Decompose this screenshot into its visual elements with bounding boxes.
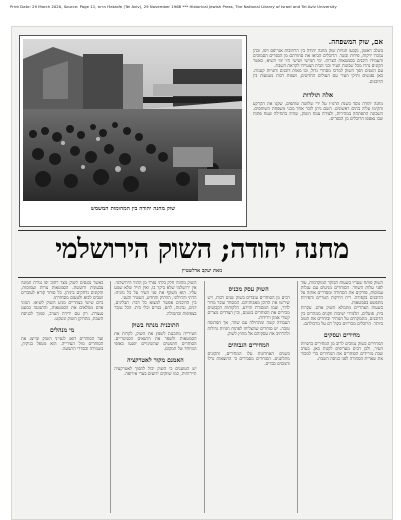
paragraph: העבודה קשה ומתחילה עם שחר, אך הפרנסה טובה. יש סוחרים שהצליחו לפתוח חנויות גדולות ולהרחיב את עסקיהם אל מחוץ לשוק. xyxy=(207,321,290,337)
section-subhead: מחירים ועסקים xyxy=(323,331,360,339)
top-right-column xyxy=(253,37,383,223)
paragraph: השוק פותח שעריו בשעות הבוקר המוקדמות, עוד לפני עלות השחר. הסוחרים מגיעים עם עגלות עמוסות, פורקים את הסחורה ומסדרים אותה על הדוכנים בקפידה. ריח הירקות הטריים והפירות מתפשט בסמטאות. xyxy=(300,281,383,307)
photo-frame xyxy=(19,35,247,227)
market-photo xyxy=(23,39,242,201)
paragraph: בשנים האחרונות עלו המחירים, והקונים מתלוננים. הסוחרים מסבירים כי ההוצאות גדלו והמסים כבדים. xyxy=(207,351,290,367)
article-headline: מחנה יהודה; השוק הירושלמי xyxy=(55,234,349,265)
section-subhead: האמנם מקור לאטרקציה xyxy=(127,357,184,365)
paragraph: כאשר נכנסים לשוק מצד רחוב יפו נגלית תמונה צבעונית ורועשת. הסמטאות צרות ועמוסות, והקונים נדחקים ביניהן. כל סוחר קורא לעוברים ושבים לבוא ולטעום מסחורתו. xyxy=(21,281,104,302)
article-columns xyxy=(18,281,386,513)
paragraph: בין הדוכנים אפשר למצוא כל דבר: תבלינים, דגים, גבינות, לחם, בגדים וכלי בית. הכל נמכר בצפיפות ובהמולה. xyxy=(114,301,197,317)
byline: מאת יעקב אדלשטיין xyxy=(181,268,223,274)
paragraph: ביום שישי בצהריים מגיע השוק לשיאו. המוני אדם ממלאים את הסמטאות, והתנועה כמעט נעצרת. רק עם ירידת הערב, סמוך לכניסת השבת, מתרוקן השוק ונשקט. xyxy=(21,301,104,322)
paragraph: מחנה יהודה נוסד בשנת תרמ״ז על ידי שלושה שותפים, שקנו את הקרקע והקימו עליה בתים ראשונים. השם ניתן לזכר אחד מבני משפחת השותפים. השכונה התפתחה במהירות, ולצידה צמח השוק, שהיה בתחילה שטח פתוח שבו נאספו הרוכלים מן הכפרים. xyxy=(253,101,383,122)
print-header: Print Date: 29 March 2020, Source: Page 11, חרות Hatzofe (Tel Aviv), 29 November 1968 *** Historical Jewish Press, The National Library of Israel and Tel Aviv University xyxy=(10,4,337,9)
paragraph: המחירים בשוק נמוכים לרוב מן המחירים בחנויות העיר, ולכן רבים מעדיפים לקנות כאן. בערב שבת מורידים הסוחרים את המחירים כדי למכור את שארית הסחורה לפני כניסת השבת. xyxy=(300,341,383,363)
photo-caption: שוק מחנה יהודה בין המהומות המשמש xyxy=(90,206,176,212)
paragraph: עם השנים הפך השוק למרכז מסחרי גדול, ובו מאות דוכנים וחנויות קטנות. כאן נפגשים ותיקי העיר עם העולים החדשים, ושפות רבות נשמעות בין הדוכנים. xyxy=(253,69,383,85)
section-subhead: אלה תולדות xyxy=(302,90,334,99)
newspaper-clipping xyxy=(11,26,393,520)
paragraph: השוק מהווה חלק בלתי נפרד מן ההווי הירושלמי. אין ירושלמי שלא ביקר בו, ואין תייר שלא שמע עליו. הוא משקף את פני העיר על כל גווניה: הדתי והחילוני, הוותיק והחדש, העשיר והעני. xyxy=(114,281,197,302)
paragraph: רבים מן הסוחרים עובדים בשוק שנים רבות, ויש שירשו את הדוכן מאבותיהם. המסחר עובר מדור לדור, ועמו המסורת והידע. הלקוחות הקבועים מכירים את הסוחרים בשמם, ובין הצדדים נוצרים קשרי אמון וידידות. xyxy=(207,296,290,322)
section-subhead: מי מנהלים xyxy=(49,326,75,334)
column-4 xyxy=(18,281,106,513)
paragraph: בשעות הצהריים מתמלא השוק אדם. עקרות בית, פועלים, תלמידי ישיבות וזקנים ממהרים בין הדוכנים, מתמקחים על המחיר ובוחרים את הטוב ביותר. הרוכלים מכריזים בקול רם על מרכולתם. xyxy=(300,306,383,327)
column-1 xyxy=(297,281,386,513)
divider xyxy=(18,277,386,278)
paragraph: בשלב ראשון, נקבעו חנויות שוק מחנה יהודה בין הרחובות אגריפס ויפו, ובהן נמכרו ירקות, פירות ובשר. הרוכלים הביאו את סחורתם מן הכפרים הסמוכים והעמידו דוכנים בסמטאות הצרות. ימי חמישי ושישי היו ימי השיא, כאשר הקונים נהרו מכל שכונות העיר ובני הבית הצטיידו לקראת השבת. xyxy=(253,49,383,70)
column-3 xyxy=(110,281,199,513)
section-subhead: המחירים הגבוהים xyxy=(228,341,270,349)
section-subhead: השוק עסק מכניס xyxy=(228,286,269,293)
paragraph: יש הטוענים כי השוק יכול להפוך לאטרקציה תיירותית, כמו שווקים ידועים בערי אירופה. xyxy=(114,367,197,378)
paragraph: העירייה מתכננת לשפץ את השוק, לקרות את הסמטאות ולשפר את התנאים הסניטריים. הסוחרים חוששים שהשינויים יפגעו באופי המיוחד של המקום. xyxy=(114,331,197,352)
section-subhead: התוכנית מנתח בשוק xyxy=(131,321,180,329)
column-2 xyxy=(204,281,293,513)
lead-heading: אם, שוק המשפחה. xyxy=(328,37,383,46)
paragraph: ועד הסוחרים דואג לענייני השוק ומייצג את הסוחרים מול העירייה. הוא מטפל בניקיון, בשמירה ובסדרי התנועה. xyxy=(21,336,104,352)
divider xyxy=(18,230,386,231)
